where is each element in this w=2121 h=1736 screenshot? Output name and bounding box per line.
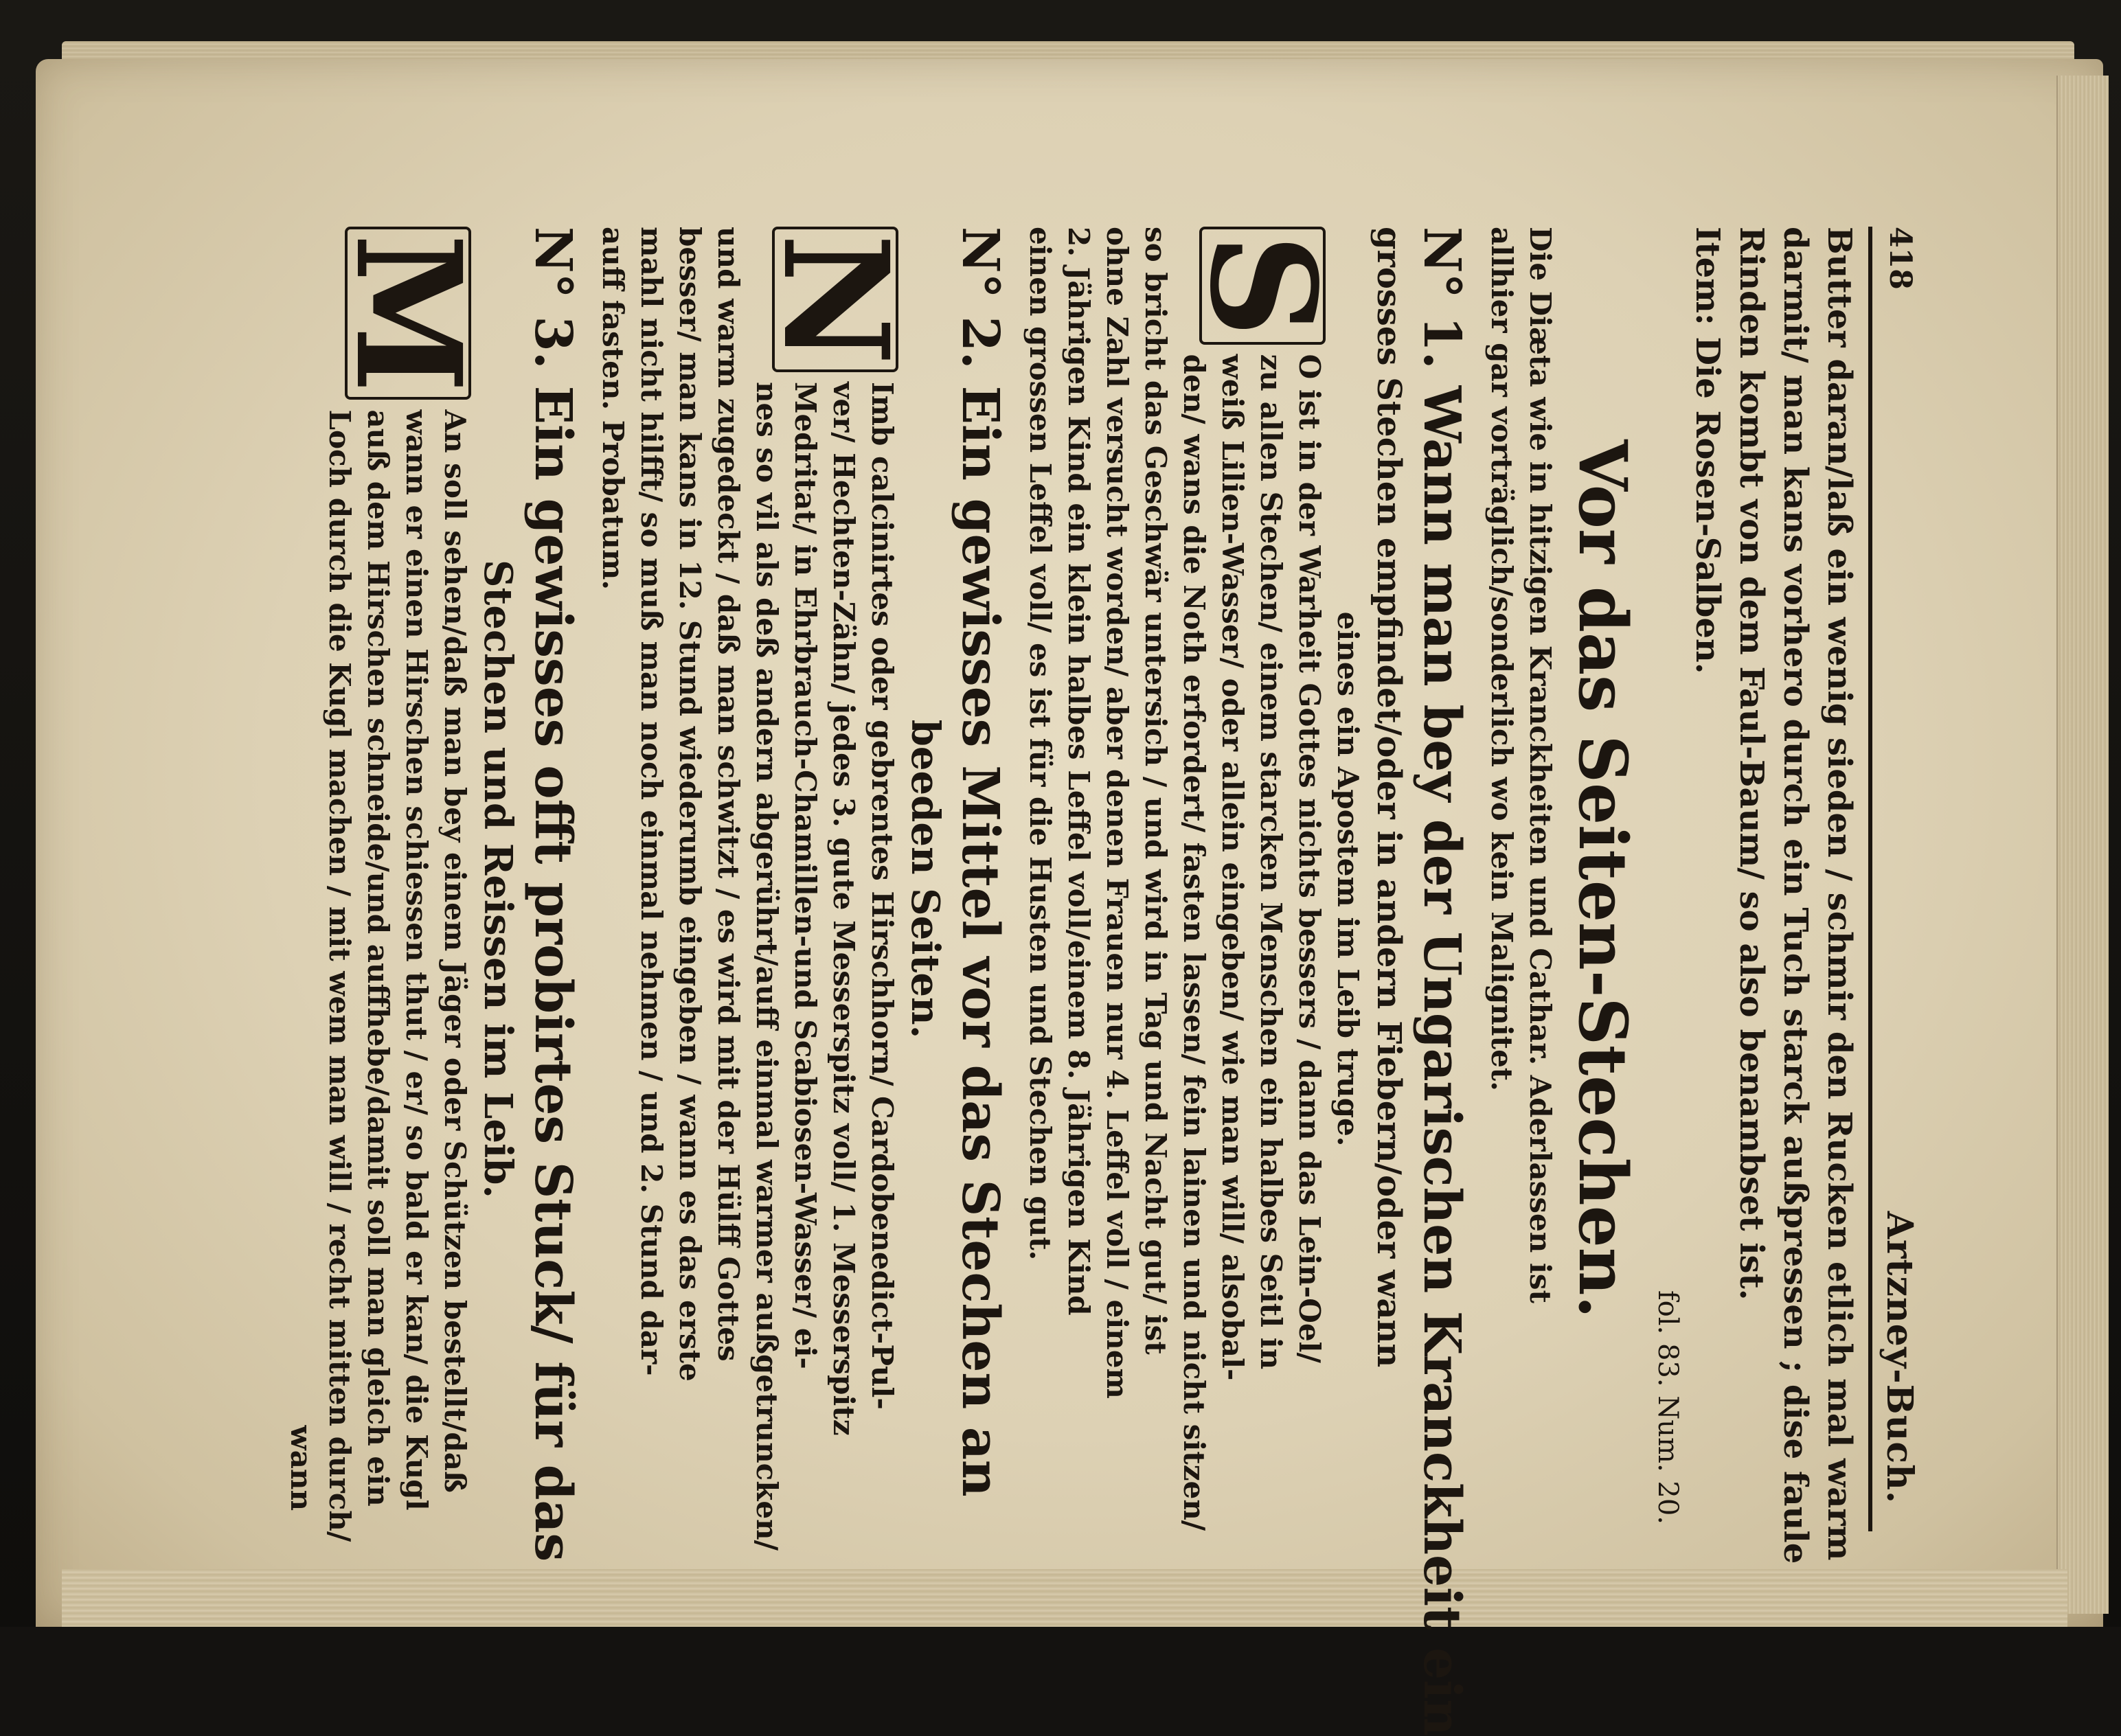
drop-cap-initial: M [345,227,471,400]
body-line: besser/ man kans in 12. Stund wiederumb eingeben / wann es das erste [673,227,707,1382]
section-title: Vor das Seiten-Stechen. [1564,439,1642,1318]
recipe-entry-3 [282,227,584,1562]
body-line: 2. Jährigen Kind ein klein halbes Leffel voll/einem 8. Jährigen Kind [1062,227,1096,1316]
running-head-title: Artzney-Buch. [1879,1211,1920,1504]
intro-line: darmit/ man kans vorhero durch ein Tuch starck außpressen ; dise faule [1776,227,1815,1564]
printed-text-block [96,227,1923,1736]
intro-line: Item: Die Rosen-Salben. [1688,227,1727,674]
recipe-entry-1 [1021,227,1473,1736]
diaeta-line: Die Diæta wie in hitzigen Kranckheiten und Cathar. Aderlassen ist [1523,227,1557,1303]
diaeta-line: allhier gar vorträglich/sonderlich wo kein Malignitet. [1485,227,1519,1091]
body-line: Loch durch die Kugl machen / mit wem man will / recht mitten durch/ [323,409,356,1542]
body-line: so bricht das Geschwär untersich / und wird in Tag und Nacht gut/ ist [1139,227,1172,1355]
body-line: mahl nicht hilfft/ so muß man noch einmal nehmen / und 2. Stund dar- [635,227,668,1376]
body-line: auß dem Hirschen schneide/und auffhebe/damit soll man gleich ein [361,409,395,1507]
body-line: und warm zugedeckt / daß man schwitzt / es wird mit der Hülff Gottes [712,227,745,1362]
intro-line: Butter daran/laß ein wenig sieden / schmir den Rucken etlich mal warm [1820,227,1859,1561]
body-line: O ist in der Warheit Gottes nichts bessers / dann das Lein-Oel/ [1293,354,1326,1363]
entry-heading [522,227,584,1562]
running-head [1868,227,1923,1531]
catchword: wann [284,1425,318,1511]
entry-body [320,227,493,1542]
entry-heading-tail: beeden Seiten. [903,719,948,1039]
drop-cap-initial: N [772,227,898,372]
page-edge-bottom [62,1569,2067,1627]
entry-heading-tail: eines ein Apostem im Leib truge. [1331,611,1365,1147]
entry-number: N° 2. [951,227,1010,369]
body-line: wann er einen Hirschen schiessen thut / er/ so bald er kan/ die Kugl [400,409,433,1511]
page-edge-right [2056,76,2109,1614]
body-line: einen grossen Leffel voll/ es ist für die Husten und Stechen gut. [1023,227,1057,1261]
recipe-entry-2 [593,227,1011,1551]
intro-paragraph [1650,227,1861,1564]
entry-heading [949,227,1011,1531]
entry-heading-text: Ein gewisses offt probirtes Stuck/ für das [523,385,582,1562]
body-line: den/ wans die Noth erfordert/ fasten lassen/ fein lainen und nicht sitzen/ [1177,354,1211,1531]
body-line: weiß Lilien-Wasser/ oder allein eingeben/ wie man will/ alsobal- [1216,354,1249,1381]
drop-cap-initial: S [1199,227,1326,345]
entry-heading [1411,227,1473,1736]
entry-heading-text: Wann man bey der Ungarischen Kranckheit ein [1412,385,1471,1736]
body-line: auff fasten. Probatum. [596,227,630,590]
intro-reference: fol. 83. Num. 20. [1652,1290,1683,1524]
entry-heading-text: Ein gewisses Mittel vor das Stechen an [951,385,1010,1497]
body-line: ver/ Hechten-Zähn/ jedes 3. gute Messerspitz voll/ 1. Messerspitz [827,381,861,1436]
entry-number: N° 3. [523,227,582,369]
body-line: Medritat/ in Ehrbrauch-Chamillen-und Scabiosen-Wasser/ ei- [789,381,822,1369]
body-line: An soll sehen/daß man bey einem Jäger oder Schützen bestellt/daß [438,409,472,1493]
entry-body [593,227,920,1551]
intro-line: Rinden kombt von dem Faul-Baum/ so also benambset ist. [1732,227,1771,1301]
entry-number: N° 1. [1412,227,1471,369]
body-line: zu allen Stechen/ einem starcken Menschen ein halbes Seitl in [1254,354,1288,1370]
body-line: ohne Zahl versucht worden/ aber denen Frauen nur 4. Leffel voll / einem [1100,227,1134,1399]
entry-heading-tail: Stechen und Reissen im Leib. [475,560,521,1198]
folio-number: 418 [1883,227,1918,290]
body-line: Imb calcinirtes oder gebrentes Hirschhorn/ Cardobenedict-Pul- [865,381,899,1410]
entry-heading-line: grosses Stechen empfindet/oder in andern Fiebern/oder wann [1370,227,1408,1368]
body-line: nes so vil als deß andern abgerührt/auff einmal warmer außgetruncken/ [750,381,784,1551]
